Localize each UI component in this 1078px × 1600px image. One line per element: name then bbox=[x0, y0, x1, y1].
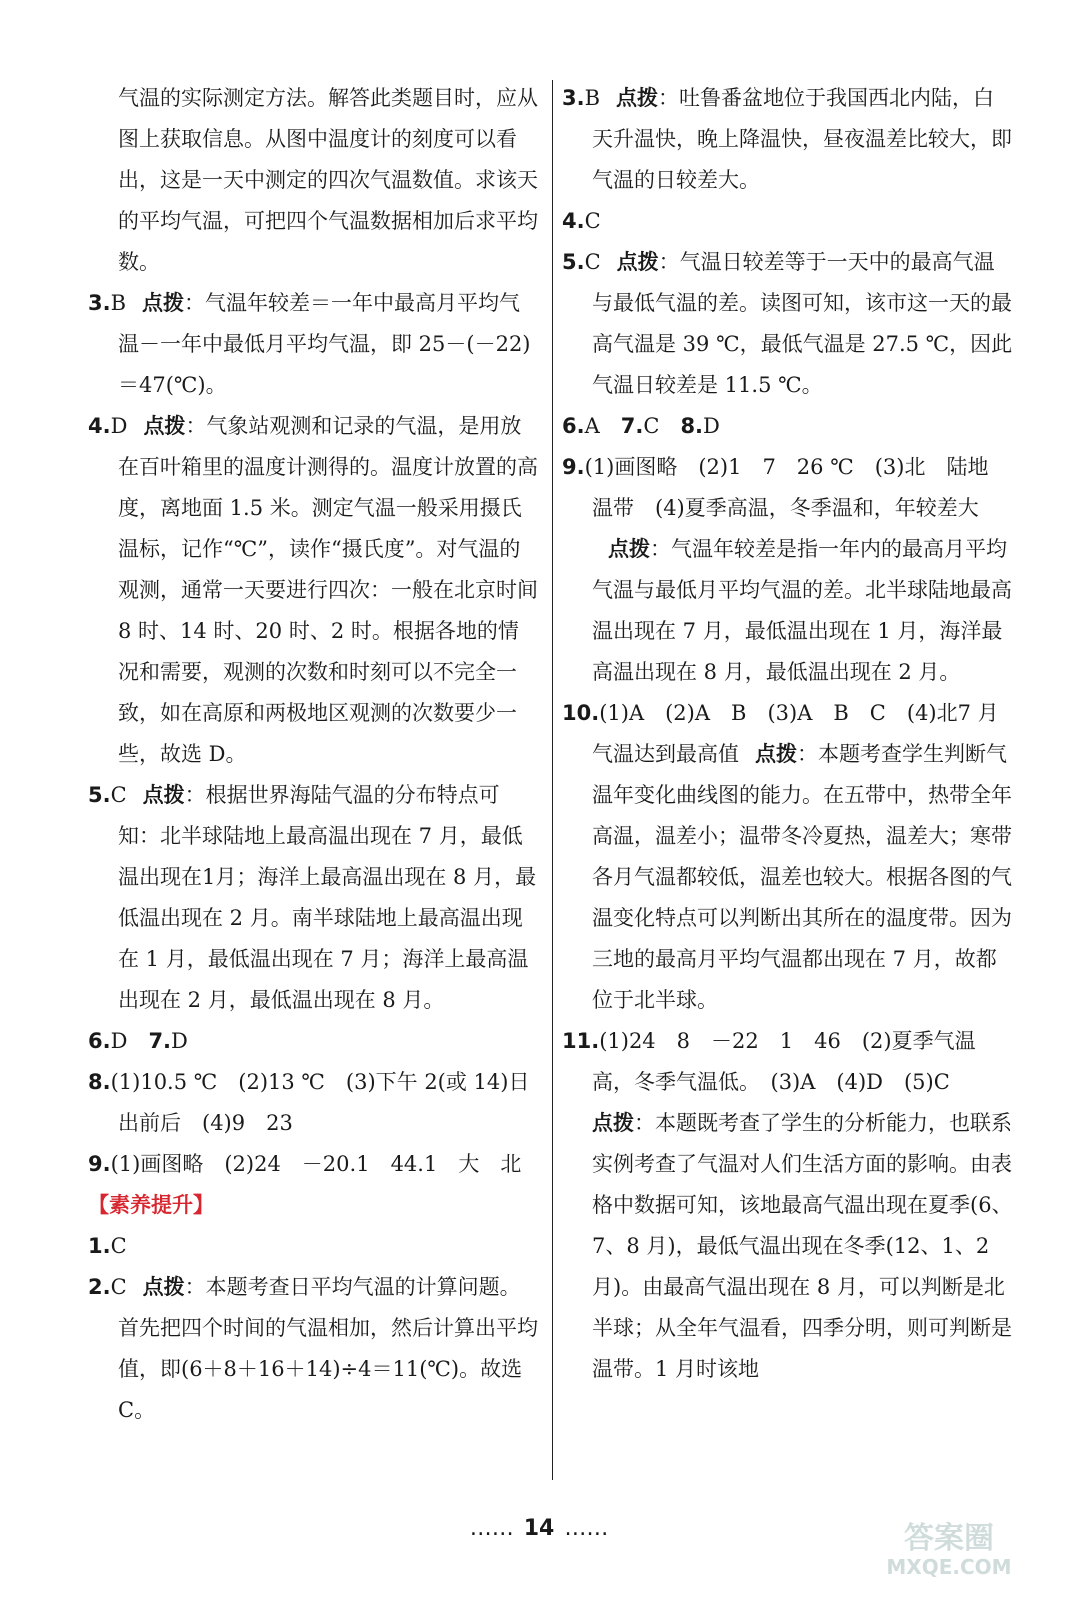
answer-3: 3.B 点拨：气温年较差＝一年中最高月平均气温－一年中最低月平均气温，即 25－(－22)＝47(℃)。 bbox=[88, 291, 531, 397]
answer-r4: 4.C bbox=[562, 209, 601, 233]
intro-paragraph: 气温的实际测定方法。解答此类题目时，应从图上获取信息。从图中温度计的刻度可以看出，这是一天中测定的四次气温数值。求该天的平均气温，可把四个气温数据相加后求平均数。 bbox=[118, 86, 538, 274]
answer-r10: 10.(1)A (2)A B (3)A B C (4)北7 月气温达到最高值 点拨：本题考查学生判断气温年变化曲线图的能力。在五带中，热带全年高温，温差小；温带冬冷夏热，温差大；寒带各月气温都较低，温差也较大。根据各图的气温变化特点可以判断出其所在的温度带。因为三地的最高月平均气温都出现在 7 月，故都位于北半球。 bbox=[562, 701, 1012, 1012]
section-heading: 【素养提升】 bbox=[88, 1193, 214, 1217]
answer-r6-7-8: 6.A 7.C 8.D bbox=[562, 414, 720, 438]
answer-r5: 5.C 点拨：气温日较差等于一天中的最高气温与最低气温的差。读图可知，该市这一天的最高气温是 39 ℃，最低气温是 27.5 ℃，因此气温日较差是 11.5 ℃。 bbox=[562, 250, 1013, 397]
page-number: 14 bbox=[523, 1516, 555, 1541]
answer-r11: 11.(1)24 8 －22 1 46 (2)夏季气温高，冬季气温低。 (3)A (4)D (5)C 点拨：本题既考查了学生的分析能力，也联系实例考查了气温对人们生活方面的影响。由表格中数据可知，该地最高气温出现在夏季(6、7、8 月)，最低气温出现在冬季(12、1、2 月)。由最高气温出现在 8 月，可以判断是北半球；从全年气温看，四季分明，则可判断是温带。1 月时该地 bbox=[562, 1029, 1013, 1381]
right-column bbox=[562, 78, 1014, 1390]
improve-answer-1: 1.C bbox=[88, 1234, 127, 1258]
answer-r9: 9.(1)画图略 (2)1 7 26 ℃ (3)北 陆地 温带 (4)夏季高温，冬季温和，年较差大点拨：气温年较差是指一年内的最高月平均气温与最低月平均气温的差。北半球陆地最高温出现在 7 月，最低温出现在 1 月，海洋最高温出现在 8 月，最低温出现在 2 月。 bbox=[562, 455, 1012, 684]
answer-8: 8.(1)10.5 ℃ (2)13 ℃ (3)下午 2(或 14)日出前后 (4)9 23 bbox=[88, 1070, 530, 1135]
left-column bbox=[88, 78, 538, 1431]
answer-9: 9.(1)画图略 (2)24 －20.1 44.1 大 北 bbox=[88, 1152, 522, 1176]
answer-5: 5.C 点拨：根据世界海陆气温的分布特点可知：北半球陆地上最高温出现在 7 月，最低温出现在1月；海洋上最高温出现在 8 月，最低温出现在 2 月。南半球陆地上最高温出现在 1 月，最低温出现在 7 月；海洋上最高温出现在 2 月，最低温出现在 8 月。 bbox=[88, 783, 537, 1012]
footer-dots-left: …… bbox=[469, 1516, 514, 1541]
column-divider bbox=[552, 80, 553, 1480]
watermark-logo-icon bbox=[844, 1514, 1054, 1580]
answer-r3: 3.B 点拨：吐鲁番盆地位于我国西北内陆，白天升温快，晚上降温快，昼夜温差比较大，即气温的日较差大。 bbox=[562, 86, 1012, 192]
svg-text:答案圈: 答案圈 bbox=[904, 1521, 994, 1556]
footer-dots-right: …… bbox=[564, 1516, 609, 1541]
answer-6-7: 6.D 7.D bbox=[88, 1029, 188, 1053]
improve-answer-2: 2.C 点拨：本题考查日平均气温的计算问题。首先把四个时间的气温相加，然后计算出平均值，即(6＋8＋16＋14)÷4＝11(℃)。故选 C。 bbox=[88, 1275, 538, 1422]
answer-4: 4.D 点拨：气象站观测和记录的气温，是用放在百叶箱里的温度计测得的。温度计放置的高度，离地面 1.5 米。测定气温一般采用摄氏温标，记作“℃”，读作“摄氏度”。对气温的观测，通常一天要进行四次：一般在北京时间 8 时、14 时、20 时、2 时。根据各地的情况和需要，观测的次数和时刻可以不完全一致，如在高原和两极地区观测的次数要少一些，故选 D。 bbox=[88, 414, 538, 766]
svg-text:MXQE.COM: MXQE.COM bbox=[886, 1555, 1012, 1579]
